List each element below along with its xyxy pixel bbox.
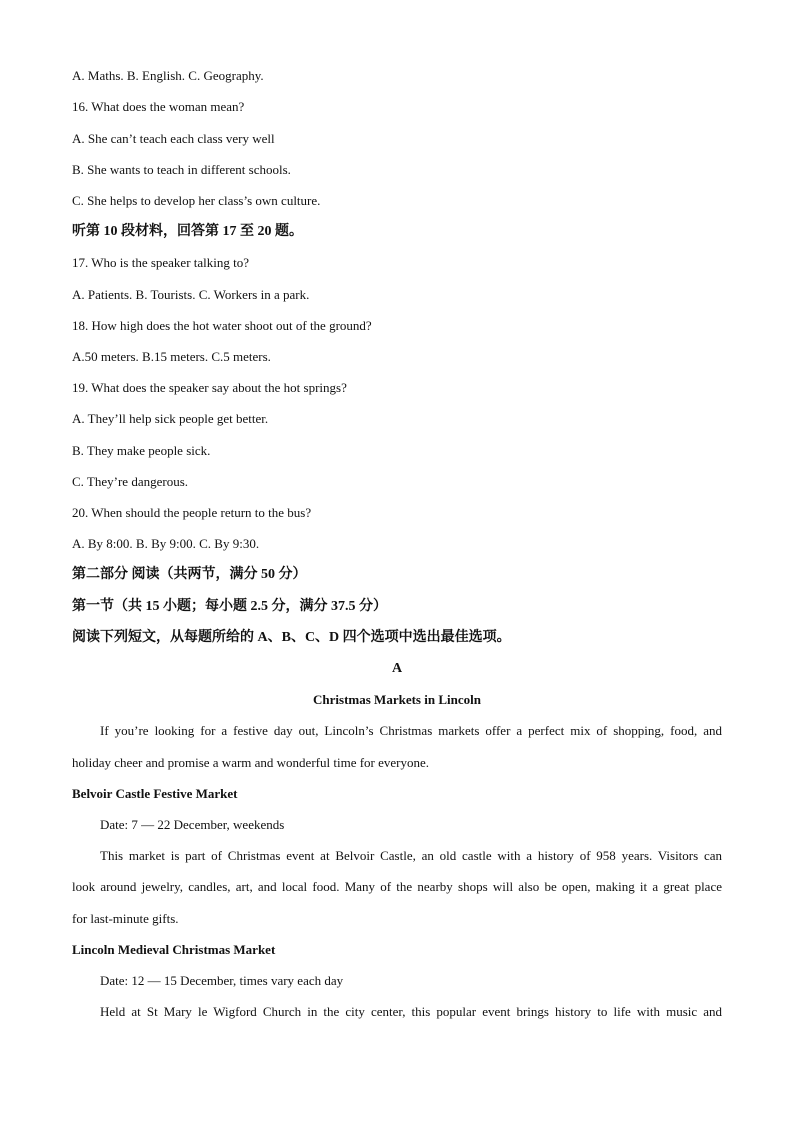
q16-question: 16. What does the woman mean? [72, 99, 245, 114]
belvoir-paragraph-line-1: This market is part of Christmas event at Belvoir Castle, an old castle with a history of 958 years. Visitors can [100, 848, 722, 863]
q18-options: A.50 meters. B.15 meters. C.5 meters. [72, 349, 271, 364]
q20-question: 20. When should the people return to the bus? [72, 505, 312, 520]
q20-options: A. By 8:00. B. By 9:00. C. By 9:30. [72, 536, 260, 551]
q16-option-c: C. She helps to develop her class’s own culture. [72, 193, 321, 208]
reading-instruction: 阅读下列短文，从每题所给的 A、B、C、D 四个选项中选出最佳选项。 [72, 630, 511, 645]
intro-paragraph-line-2: holiday cheer and promise a warm and wonderful time for everyone. [72, 755, 430, 770]
section-one-heading: 第一节（共 15 小题；每小题 2.5 分，满分 37.5 分） [72, 599, 387, 614]
q18-question: 18. How high does the hot water shoot out of the ground? [72, 318, 372, 333]
intro-paragraph-line-1: If you’re looking for a festive day out, Lincoln’s Christmas markets offer a perfect mix of shopping, food, and [100, 723, 722, 738]
passage-title: Christmas Markets in Lincoln [313, 692, 481, 707]
q15-options: A. Maths. B. English. C. Geography. [72, 68, 264, 83]
belvoir-date: Date: 7 — 22 December, weekends [100, 817, 285, 832]
passage-letter: A [391, 661, 403, 676]
medieval-date: Date: 12 — 15 December, times vary each day [100, 973, 344, 988]
belvoir-heading: Belvoir Castle Festive Market [72, 786, 238, 801]
belvoir-paragraph-line-3: for last-minute gifts. [72, 911, 179, 926]
q17-options: A. Patients. B. Tourists. C. Workers in a park. [72, 287, 310, 302]
medieval-heading: Lincoln Medieval Christmas Market [72, 942, 276, 957]
q17-question: 17. Who is the speaker talking to? [72, 255, 250, 270]
part-two-heading: 第二部分 阅读（共两节，满分 50 分） [72, 567, 307, 582]
q16-option-b: B. She wants to teach in different schools. [72, 162, 291, 177]
medieval-paragraph-line-1: Held at St Mary le Wigford Church in the city center, this popular event brings history to life with music and [100, 1004, 722, 1019]
q19-question: 19. What does the speaker say about the hot springs? [72, 380, 347, 395]
section-instruction-material-10: 听第 10 段材料，回答第 17 至 20 题。 [72, 224, 303, 239]
q19-option-a: A. They’ll help sick people get better. [72, 411, 269, 426]
q16-option-a: A. She can’t teach each class very well [72, 131, 275, 146]
q19-option-c: C. They’re dangerous. [72, 474, 189, 489]
q19-option-b: B. They make people sick. [72, 443, 211, 458]
belvoir-paragraph-line-2: look around jewelry, candles, art, and local food. Many of the nearby shops will also be open, making it a great place [72, 879, 722, 894]
